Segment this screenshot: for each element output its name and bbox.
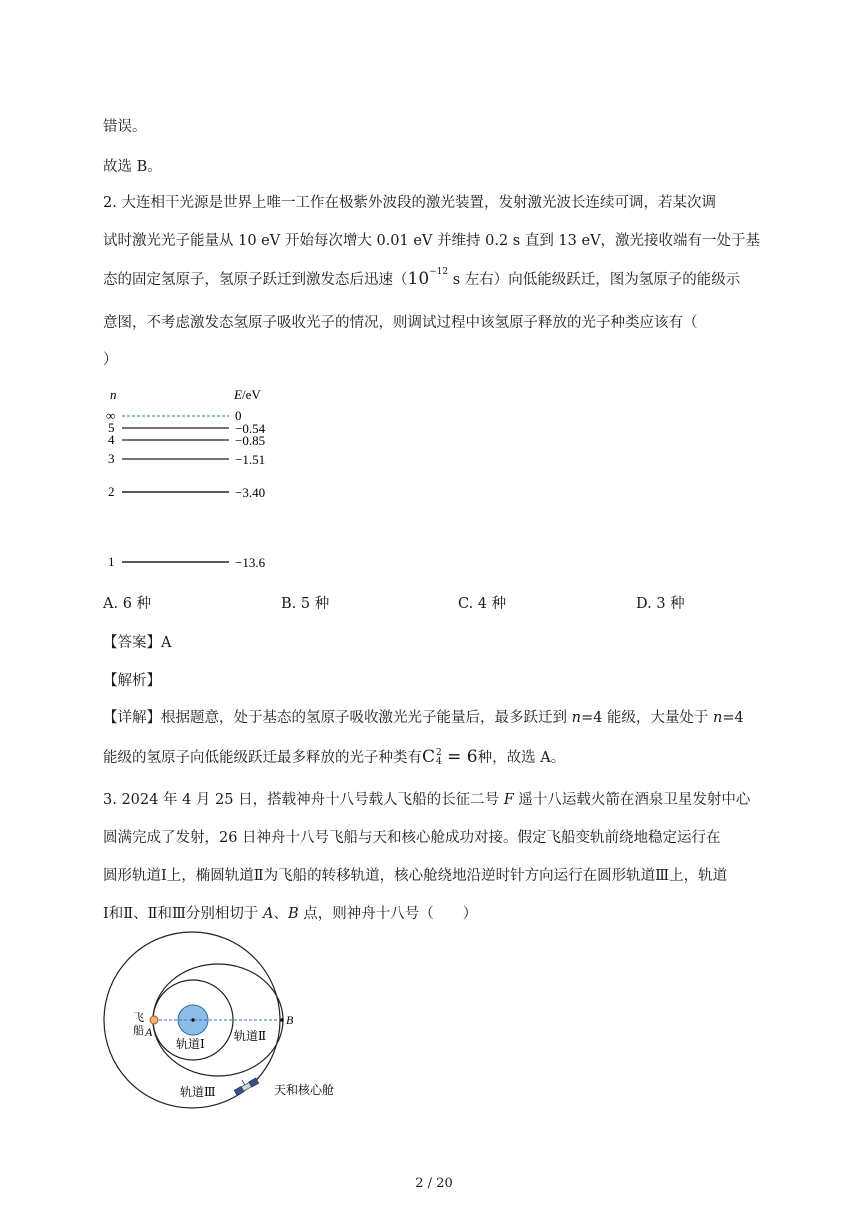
q3-rocket-f: F [503, 792, 514, 808]
detail-n-1: n [571, 710, 581, 726]
detail-text-5: 种，故选 A。 [477, 750, 566, 766]
level-e-4: −0.85 [235, 433, 266, 448]
point-a-label: A [145, 1025, 153, 1039]
station-label: 天和核心舱 [274, 1083, 335, 1097]
orbit-2-ellipse [153, 964, 283, 1076]
detail-text-3: =4 [722, 710, 744, 726]
space-station-icon [232, 1074, 259, 1096]
q3-line-3: 圆形轨道Ⅰ上，椭圆轨道Ⅱ为飞船的转移轨道，核心舱绕地沿逆时针方向运行在圆形轨道Ⅲ上，轨道 [103, 868, 728, 884]
detail-n-2: n [713, 710, 723, 726]
level-e-inf: 0 [235, 408, 242, 423]
spacecraft-label-1: 飞 [133, 1012, 144, 1024]
answer-label: 【答案】A [103, 635, 172, 651]
energy-level-diagram [100, 385, 290, 575]
detail-line-1 [103, 706, 744, 727]
level-e-1: −13.6 [235, 555, 266, 570]
option-d: D. 3 种 [636, 596, 685, 612]
combination-result: = 6 [441, 747, 478, 767]
q3-text-5: 点，则神舟十八号（ ） [298, 906, 478, 922]
detail-text-2: =4 能级，大量处于 [580, 710, 714, 726]
combination-symbol: C [422, 747, 436, 767]
level-n-3: 3 [108, 451, 115, 466]
detail-text-4: 能级的氢原子向低能级跃迁最多释放的光子种类有 [103, 750, 422, 766]
q3-text-1: 3. 2024 年 4 月 25 日，搭载神舟十八号载人飞船的长征二号 [103, 792, 504, 808]
q2-line-4: 意图，不考虑激发态氢原子吸收光子的情况，则调试过程中该氢原子释放的光子种类应该有（ [103, 315, 698, 331]
prev-answer-tail: 错误。 [103, 119, 147, 135]
combination-sup: 2 [436, 748, 442, 758]
q3-line-1 [103, 788, 750, 809]
detail-line-2 [103, 746, 565, 767]
level-n-2: 2 [108, 484, 115, 499]
q2-line-5: ） [103, 352, 118, 368]
q2-line-2: 试时激光光子能量从 10 eV 开始每次增大 0.01 eV 并维持 0.2 s 直到 13 eV，激光接收端有一处于基 [103, 233, 761, 249]
option-c: C. 4 种 [458, 596, 507, 612]
q3-text-2: 遥十八运载火箭在酒泉卫星发射中心 [513, 792, 751, 808]
level-e-5: −0.54 [235, 421, 266, 436]
q2-line-1: 2. 大连相干光源是世界上唯一工作在极紫外波段的激光装置，发射激光波长连续可调，若某次调 [103, 195, 716, 211]
q3-point-b: B [288, 906, 299, 922]
page-number: 2 / 20 [415, 1176, 453, 1191]
point-b-marker [280, 1018, 284, 1022]
energy-axis-label: E/eV [234, 387, 261, 402]
q3-point-a: A [263, 906, 274, 922]
level-n-inf: ∞ [106, 408, 116, 423]
q2-line-3-start: 态的固定氢原子，氢原子跃迁到激发态后迅速（ [103, 272, 408, 288]
q3-text-4: 、 [273, 906, 289, 922]
spacecraft-label-2: 船 [133, 1025, 144, 1037]
combination-sub: 4 [436, 757, 442, 767]
time-base: 10 [407, 269, 430, 289]
time-exponent: −12 [429, 267, 449, 277]
level-e-3: −1.51 [235, 452, 266, 467]
n-axis-label: n [110, 387, 117, 402]
level-e-2: −3.40 [235, 485, 266, 500]
q3-line-4 [103, 902, 477, 923]
q3-line-2: 圆满完成了发射，26 日神舟十八号飞船与天和核心舱成功对接。假定飞船变轨前绕地稳定运行在 [103, 830, 721, 846]
orbit-3-label: 轨道Ⅲ [180, 1085, 216, 1099]
point-b-label: B [286, 1013, 294, 1027]
option-b: B. 5 种 [281, 596, 330, 612]
level-n-5: 5 [108, 420, 115, 435]
option-a: A. 6 种 [103, 596, 152, 612]
spacecraft-marker [150, 1016, 158, 1024]
level-n-1: 1 [108, 554, 115, 569]
level-n-4: 4 [108, 432, 115, 447]
orbit-diagram [100, 930, 350, 1110]
q3-text-3: Ⅰ和Ⅱ、Ⅱ和Ⅲ分别相切于 [103, 906, 264, 922]
orbit-1-label: 轨道Ⅰ [176, 1037, 205, 1051]
q2-line-3 [103, 267, 740, 289]
q2-line-3-end: s 左右）向低能级跃迁，图为氢原子的能级示 [448, 272, 741, 288]
prev-answer-choice: 故选 B。 [103, 159, 162, 175]
orbit-2-label: 轨道Ⅱ [234, 1029, 267, 1043]
detail-text-1: 【详解】根据题意，处于基态的氢原子吸收激光光子能量后，最多跃迁到 [103, 710, 572, 726]
analysis-label: 【解析】 [103, 673, 161, 689]
